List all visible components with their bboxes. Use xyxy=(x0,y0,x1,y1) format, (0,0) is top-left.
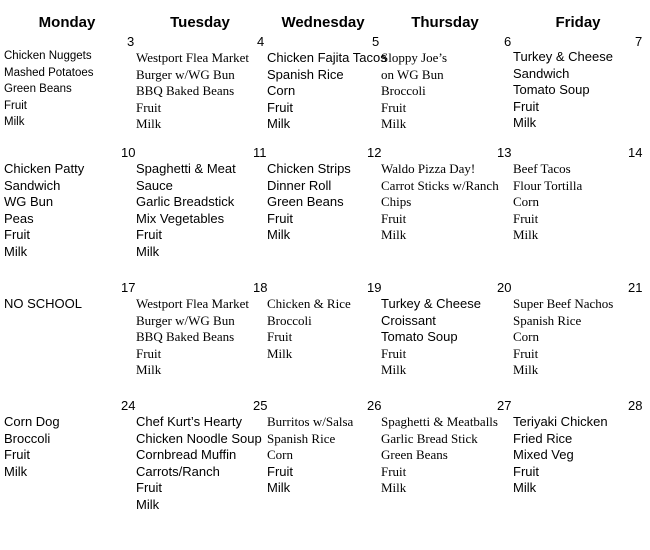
menu-item: Fruit xyxy=(381,345,407,361)
menu-item: Broccoli xyxy=(381,83,426,98)
menu-cell-friday xyxy=(513,414,608,497)
menu-item: Mixed Veg xyxy=(513,447,574,462)
menu-item: Fruit xyxy=(136,99,162,115)
date-number: 11 xyxy=(253,145,267,160)
menu-item: Carrots/Ranch xyxy=(136,463,220,479)
menu-item: Milk xyxy=(381,227,407,242)
menu-item: Broccoli xyxy=(4,430,51,446)
menu-item: Milk xyxy=(381,362,407,377)
menu-item: Westport Flea Market xyxy=(136,50,250,65)
menu-item: Fruit xyxy=(4,227,30,242)
menu-item: Carrot Sticks w/Ranch xyxy=(381,177,499,193)
date-number: 18 xyxy=(253,280,268,295)
menu-item: Fried Rice xyxy=(513,430,573,446)
menu-cell-monday xyxy=(4,161,84,260)
menu-cell-tuesday xyxy=(136,414,262,513)
menu-item: Milk xyxy=(267,116,291,131)
menu-item: Milk xyxy=(4,116,25,128)
menu-item: Green Beans xyxy=(4,83,72,95)
date-number: 3 xyxy=(127,34,135,49)
header-friday: Friday xyxy=(555,14,601,31)
date-number: 27 xyxy=(497,398,512,413)
date-number: 5 xyxy=(372,34,380,49)
date-number: 7 xyxy=(635,34,643,49)
date-number: 10 xyxy=(121,145,136,160)
date-number: 28 xyxy=(628,398,643,413)
menu-item: Garlic Bread Stick xyxy=(381,430,478,446)
menu-item: Green Beans xyxy=(267,194,344,209)
menu-item: Chips xyxy=(381,194,412,209)
menu-cell-monday xyxy=(4,414,60,480)
header-wednesday: Wednesday xyxy=(281,14,365,31)
menu-item: Milk xyxy=(136,496,160,512)
menu-cell-tuesday xyxy=(136,296,249,379)
menu-item: Chicken Nuggets xyxy=(4,50,92,62)
date-number: 19 xyxy=(367,280,382,295)
menu-cell-monday xyxy=(4,296,82,313)
menu-item: Chicken Fajita Tacos xyxy=(267,50,387,65)
menu-item: Milk xyxy=(513,480,537,495)
menu-cell-thursday xyxy=(381,50,447,133)
menu-item: Green Beans xyxy=(381,447,448,462)
menu-item: Milk xyxy=(381,116,407,131)
menu-item: Tomato Soup xyxy=(381,329,458,344)
menu-item: Corn xyxy=(513,329,539,344)
menu-cell-friday xyxy=(513,161,582,244)
menu-item: Sloppy Joe’s xyxy=(381,50,448,65)
menu-item: Milk xyxy=(4,243,28,259)
menu-cell-thursday xyxy=(381,296,481,379)
menu-item: BBQ Baked Beans xyxy=(136,329,235,344)
menu-item: Burritos w/Salsa xyxy=(267,414,354,429)
menu-item: Chicken & Rice xyxy=(267,296,351,311)
date-number: 21 xyxy=(628,280,643,295)
date-number: 13 xyxy=(497,145,512,160)
date-number: 14 xyxy=(628,145,643,160)
menu-item: Chicken Patty xyxy=(4,161,85,176)
menu-item: Fruit xyxy=(136,345,162,361)
menu-item: Chef Kurt’s Hearty xyxy=(136,414,242,429)
menu-item: Corn xyxy=(513,194,539,209)
menu-item: Fruit xyxy=(513,98,539,114)
menu-cell-thursday xyxy=(381,161,499,244)
menu-item: Corn xyxy=(267,83,296,98)
menu-item: Sandwich xyxy=(513,65,570,81)
menu-cell-wednesday xyxy=(267,296,351,362)
menu-cell-tuesday xyxy=(136,50,249,133)
menu-item: Fruit xyxy=(513,210,539,226)
menu-item: WG Bun xyxy=(4,194,54,209)
menu-item: Spaghetti & Meatballs xyxy=(381,414,498,429)
menu-item: Cornbread Muffin xyxy=(136,447,237,462)
menu-item: Milk xyxy=(136,362,162,377)
menu-item: Milk xyxy=(513,362,539,377)
menu-item: Fruit xyxy=(136,227,162,242)
menu-item: Turkey & Cheese xyxy=(381,296,481,311)
menu-item: Fruit xyxy=(136,480,162,495)
menu-cell-thursday xyxy=(381,414,498,497)
menu-item: Sauce xyxy=(136,177,173,193)
menu-item: Beef Tacos xyxy=(513,161,571,176)
date-number: 24 xyxy=(121,398,136,413)
menu-item: Fruit xyxy=(267,329,293,344)
menu-item: Fruit xyxy=(381,99,407,115)
date-number: 26 xyxy=(367,398,382,413)
menu-cell-friday xyxy=(513,296,613,379)
menu-item: Milk xyxy=(513,227,539,242)
menu-item: Waldo Pizza Day! xyxy=(381,161,476,176)
header-monday: Monday xyxy=(38,14,96,31)
menu-item: Milk xyxy=(267,480,291,495)
menu-item: Chicken Noodle Soup xyxy=(136,430,262,446)
menu-item: Fruit xyxy=(381,210,407,226)
menu-cell-wednesday xyxy=(267,50,387,133)
menu-item: Milk xyxy=(267,227,291,242)
menu-item: Burger w/WG Bun xyxy=(136,312,235,328)
menu-cell-wednesday xyxy=(267,414,353,497)
menu-item: Spaghetti & Meat xyxy=(136,161,236,176)
menu-item: Chicken Strips xyxy=(267,161,351,176)
menu-item: Broccoli xyxy=(267,312,312,328)
date-number: 17 xyxy=(121,280,136,295)
menu-item: Croissant xyxy=(381,312,436,328)
menu-cell-friday xyxy=(513,49,613,132)
menu-item: Super Beef Nachos xyxy=(513,296,614,311)
date-number: 25 xyxy=(253,398,268,413)
menu-item: Milk xyxy=(136,243,160,259)
menu-cell-wednesday xyxy=(267,161,351,244)
menu-item: Dinner Roll xyxy=(267,177,332,193)
menu-item: Fruit xyxy=(267,463,293,479)
menu-item: Corn Dog xyxy=(4,414,60,429)
menu-item: Fruit xyxy=(267,99,293,115)
menu-item: Westport Flea Market xyxy=(136,296,250,311)
menu-item: Turkey & Cheese xyxy=(513,49,613,64)
date-number: 20 xyxy=(497,280,512,295)
menu-item: NO SCHOOL xyxy=(4,296,83,311)
menu-item: Flour Tortilla xyxy=(513,177,583,193)
menu-cell-monday xyxy=(4,48,94,131)
menu-item: Fruit xyxy=(4,447,30,462)
menu-item: on WG Bun xyxy=(381,66,444,82)
header-tuesday: Tuesday xyxy=(170,14,230,31)
date-number: 4 xyxy=(257,34,265,49)
menu-item: Sandwich xyxy=(4,177,61,193)
menu-item: Fruit xyxy=(381,463,407,479)
menu-item: Milk xyxy=(267,345,293,361)
menu-item: Tomato Soup xyxy=(513,82,590,97)
menu-item: Spanish Rice xyxy=(267,66,344,82)
menu-item: Milk xyxy=(381,480,407,495)
menu-item: Mashed Potatoes xyxy=(4,66,94,79)
menu-item: Spanish Rice xyxy=(513,312,582,328)
menu-item: Teriyaki Chicken xyxy=(513,414,608,429)
menu-item: Fruit xyxy=(267,210,293,226)
menu-cell-tuesday xyxy=(136,161,236,260)
menu-item: Garlic Breadstick xyxy=(136,194,235,209)
menu-item: Milk xyxy=(4,463,28,479)
menu-item: Fruit xyxy=(513,345,539,361)
date-number: 12 xyxy=(367,145,382,160)
menu-item: Burger w/WG Bun xyxy=(136,66,235,82)
menu-item: BBQ Baked Beans xyxy=(136,83,235,98)
header-thursday: Thursday xyxy=(411,14,479,31)
menu-item: Fruit xyxy=(513,463,539,479)
menu-item: Milk xyxy=(136,116,162,131)
menu-item: Mix Vegetables xyxy=(136,210,225,226)
date-number: 6 xyxy=(504,34,512,49)
menu-item: Peas xyxy=(4,210,34,226)
menu-item: Fruit xyxy=(4,99,27,112)
menu-item: Spanish Rice xyxy=(267,430,336,446)
menu-item: Corn xyxy=(267,447,293,462)
menu-item: Milk xyxy=(513,115,537,130)
